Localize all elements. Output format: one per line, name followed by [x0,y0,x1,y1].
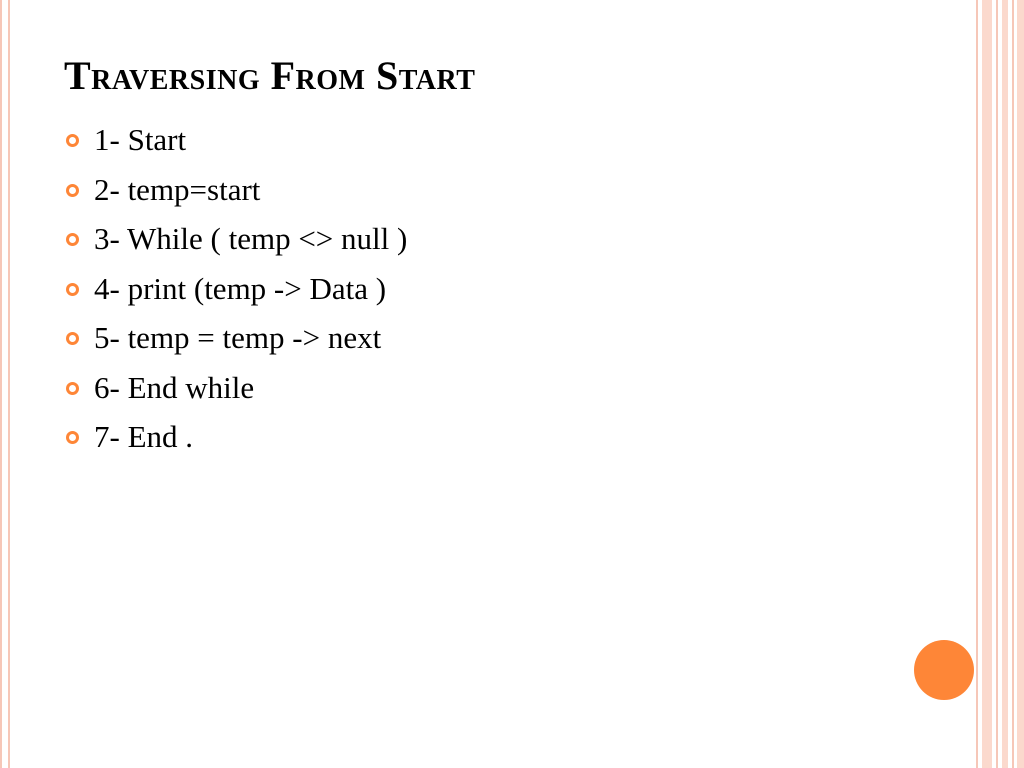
bullet-item [64,265,407,315]
slide-title: Traversing From Start [64,53,476,98]
bullet-item [64,314,407,364]
bullet-item [64,166,407,216]
bullet-list [64,116,407,463]
bullet-item [64,364,407,414]
stripe [1002,0,1008,768]
stripe [996,0,998,768]
bullet-icon [66,332,79,345]
bullet-item [64,215,407,265]
bullet-item [64,116,407,166]
bullet-text: 2- temp=start [94,171,261,207]
left-border-line [0,0,2,768]
bullet-text: 4- print (temp -> Data ) [94,270,387,306]
bullet-icon [66,382,79,395]
stripe [1012,0,1014,768]
orange-circle-decoration [914,640,974,700]
bullet-icon [66,134,79,147]
bullet-text: 7- End . [94,419,194,454]
bullet-icon [66,283,79,296]
bullet-item [64,413,407,463]
bullet-icon [66,431,79,444]
bullet-text: 6- End while [94,369,255,405]
bullet-text: 3- While ( temp <> null ) [94,221,408,256]
right-decorative-stripes [976,0,1024,768]
stripe [976,0,978,768]
stripe [1017,0,1024,768]
stripe [982,0,992,768]
bullet-icon [66,233,79,246]
bullet-text: 1- Start [94,122,187,157]
bullet-icon [66,184,79,197]
left-border-line [8,0,10,768]
bullet-text: 5- temp = temp -> next [94,320,382,355]
